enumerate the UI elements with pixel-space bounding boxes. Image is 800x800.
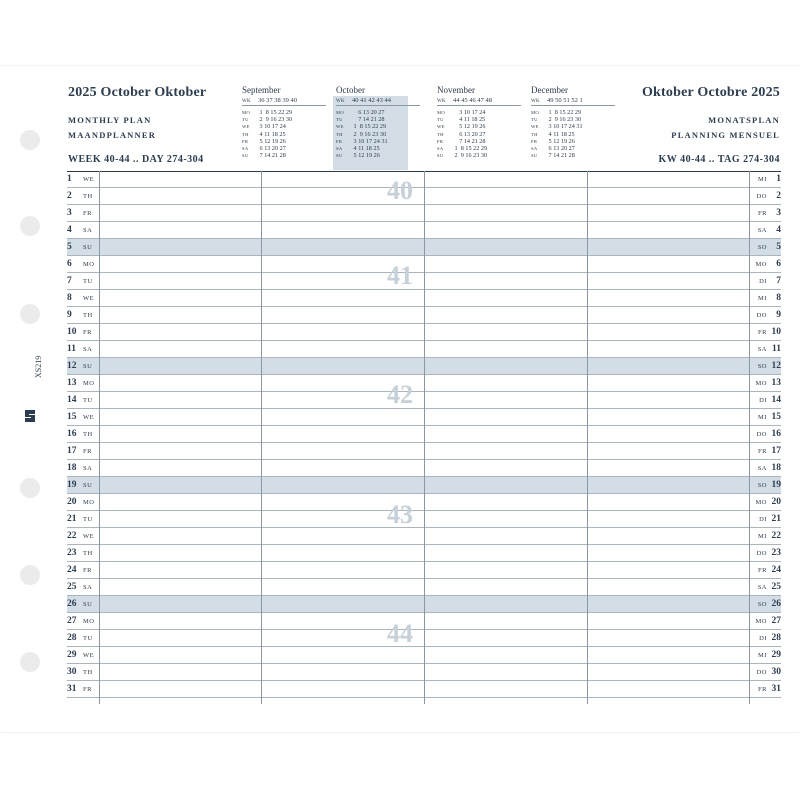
weekday-right: DI xyxy=(759,635,767,642)
week-label: WK xyxy=(531,99,540,104)
weekday-right: FR xyxy=(758,210,767,217)
weekday-abbrev: SA xyxy=(242,145,249,151)
weekday-right: SA xyxy=(757,465,767,472)
mini-calendar-week-header xyxy=(437,96,521,106)
mini-calendar-month-name: September xyxy=(242,85,281,95)
day-number-left: 9 xyxy=(67,310,72,320)
dates: 4 11 18 25 xyxy=(453,116,486,124)
punch-hole xyxy=(20,304,40,324)
weekday-right: MI xyxy=(758,176,767,183)
mini-calendar-row xyxy=(437,145,521,152)
dates: 4 11 18 25 xyxy=(352,144,380,152)
weekday-left: TU xyxy=(83,516,93,523)
day-number-left: 24 xyxy=(67,565,77,575)
weekday-left: FR xyxy=(83,210,92,217)
mini-calendar-row xyxy=(531,116,615,123)
day-number-left: 8 xyxy=(67,293,72,303)
day-number-right: 14 xyxy=(771,395,781,405)
weekday-abbrev: MO xyxy=(336,110,345,115)
mini-calendar-row xyxy=(336,131,420,138)
weekday-left: FR xyxy=(83,567,92,574)
weekday-left: MO xyxy=(83,499,95,506)
weekday-right: SA xyxy=(757,227,767,234)
weekday-left: TH xyxy=(83,550,93,557)
weekday-right: DO xyxy=(756,193,767,200)
weekday-left: SA xyxy=(83,584,93,591)
dates: 2 9 16 23 30 xyxy=(258,116,293,124)
day-number-right: 29 xyxy=(771,650,781,660)
weekday-abbrev: FR xyxy=(531,138,538,144)
dates: 5 12 19 26 xyxy=(352,152,380,160)
column-divider xyxy=(749,171,750,704)
day-number-right: 1 xyxy=(776,174,781,184)
day-number-left: 17 xyxy=(67,446,77,456)
dates: 3 10 17 24 31 xyxy=(352,137,388,145)
mini-calendar-row xyxy=(531,138,615,145)
weekday-right: DO xyxy=(756,669,767,676)
day-number-left: 7 xyxy=(67,276,72,286)
mini-calendar-month-name: October xyxy=(336,85,365,95)
mini-calendar-row xyxy=(437,131,521,138)
day-number-right: 9 xyxy=(776,310,781,320)
week-label: WK xyxy=(336,99,345,104)
mini-calendar-row xyxy=(437,116,521,123)
brand-logo-icon xyxy=(22,408,38,424)
dates: 7 14 21 28 xyxy=(352,116,385,124)
weekday-right: MO xyxy=(755,499,767,506)
weekday-abbrev: SU xyxy=(531,153,538,159)
punch-hole xyxy=(20,478,40,498)
weekday-left: SU xyxy=(83,482,93,489)
day-number-left: 26 xyxy=(67,599,77,609)
weekday-left: SU xyxy=(83,601,93,608)
weekday-left: WE xyxy=(83,295,95,302)
weekday-left: TH xyxy=(83,431,93,438)
subtitle-planning-mensuel: PLANNING MENSUEL xyxy=(671,130,780,140)
weekday-right: FR xyxy=(758,329,767,336)
day-number-right: 21 xyxy=(771,514,781,524)
day-number-right: 30 xyxy=(771,667,781,677)
mini-calendar-row xyxy=(336,123,420,130)
weekday-left: MO xyxy=(83,618,95,625)
weekday-right: MI xyxy=(758,652,767,659)
weekday-left: SA xyxy=(83,227,93,234)
weekday-abbrev: WE xyxy=(336,124,344,130)
weekday-left: WE xyxy=(83,176,95,183)
mini-calendar-row xyxy=(336,145,420,152)
day-number-left: 16 xyxy=(67,429,77,439)
weekday-right: SO xyxy=(757,601,767,608)
mini-calendar-row xyxy=(242,152,326,159)
mini-calendar-september xyxy=(242,84,326,159)
weekday-abbrev: TU xyxy=(336,117,343,123)
day-number-right: 5 xyxy=(776,242,781,252)
weekday-left: WE xyxy=(83,652,95,659)
day-number-left: 4 xyxy=(67,225,72,235)
weekday-abbrev: TH xyxy=(242,131,249,137)
mini-calendar-row xyxy=(531,123,615,130)
day-number-left: 29 xyxy=(67,650,77,660)
day-number-right: 26 xyxy=(771,599,781,609)
title-right: Oktober Octobre 2025 xyxy=(641,85,780,100)
dates: 1 8 15 22 29 xyxy=(352,123,387,131)
punch-hole xyxy=(20,565,40,585)
weekday-right: MI xyxy=(758,533,767,540)
day-number-left: 19 xyxy=(67,480,77,490)
weekday-left: TU xyxy=(83,635,93,642)
mini-calendar-row xyxy=(242,109,326,116)
mini-calendar-row xyxy=(336,152,420,159)
dates: 1 8 15 22 29 xyxy=(453,144,488,152)
mini-calendar-row xyxy=(242,131,326,138)
dates: 7 14 21 28 xyxy=(453,137,486,145)
weekday-left: FR xyxy=(83,329,92,336)
day-number-right: 24 xyxy=(771,565,781,575)
day-number-right: 12 xyxy=(771,361,781,371)
day-number-right: 18 xyxy=(771,463,781,473)
mini-calendar-row xyxy=(531,131,615,138)
mini-calendar-row xyxy=(336,116,420,123)
weekday-left: SU xyxy=(83,244,93,251)
weekday-right: DO xyxy=(756,431,767,438)
weekday-abbrev: TH xyxy=(336,131,343,137)
day-number-right: 7 xyxy=(776,276,781,286)
day-number-right: 25 xyxy=(771,582,781,592)
weekday-abbrev: FR xyxy=(336,138,343,144)
dates: 4 11 18 25 xyxy=(258,130,286,138)
weekday-abbrev: TH xyxy=(437,131,444,137)
week-numbers: 49 50 51 52 1 xyxy=(547,97,583,104)
week-number-watermark: 42 xyxy=(387,380,413,409)
week-number-watermark: 40 xyxy=(387,176,413,205)
weekday-right: SA xyxy=(757,584,767,591)
weekday-right: SO xyxy=(757,244,767,251)
column-divider xyxy=(261,171,262,704)
weekday-abbrev: MO xyxy=(242,110,251,115)
subtitle-maandplanner: MAANDPLANNER xyxy=(68,130,157,140)
mini-calendar-row xyxy=(336,138,420,145)
column-divider xyxy=(99,171,100,704)
mini-calendar-row xyxy=(437,152,521,159)
weekday-abbrev: MO xyxy=(531,110,540,115)
weekday-left: MO xyxy=(83,261,95,268)
dates: 2 9 16 23 30 xyxy=(453,152,488,160)
weekday-abbrev: FR xyxy=(242,138,249,144)
day-number-left: 22 xyxy=(67,531,77,541)
week-day-range-left: WEEK 40-44 .. DAY 274-304 xyxy=(68,154,204,165)
mini-calendar-row xyxy=(437,138,521,145)
week-number-watermark: 41 xyxy=(387,261,413,290)
weekday-right: SO xyxy=(757,482,767,489)
mini-calendar-row xyxy=(242,138,326,145)
weekday-abbrev: SA xyxy=(437,145,444,151)
weekday-abbrev: SA xyxy=(531,145,538,151)
day-number-left: 6 xyxy=(67,259,72,269)
day-number-left: 11 xyxy=(67,344,76,354)
day-number-right: 31 xyxy=(771,684,781,694)
day-number-left: 1 xyxy=(67,174,72,184)
day-number-left: 20 xyxy=(67,497,77,507)
dates: 3 10 17 24 xyxy=(453,109,486,116)
weekday-left: SA xyxy=(83,346,93,353)
day-number-left: 12 xyxy=(67,361,77,371)
weekday-right: MO xyxy=(755,380,767,387)
weekday-abbrev: TH xyxy=(531,131,538,137)
dates: 4 11 18 25 xyxy=(547,130,575,138)
weekday-right: FR xyxy=(758,448,767,455)
weekday-left: TU xyxy=(83,397,93,404)
day-number-right: 15 xyxy=(771,412,781,422)
day-number-right: 28 xyxy=(771,633,781,643)
weekday-abbrev: MO xyxy=(437,110,446,115)
weekday-right: DO xyxy=(756,550,767,557)
product-code: XS219 xyxy=(34,355,43,378)
weekday-right: DI xyxy=(759,516,767,523)
day-number-right: 27 xyxy=(771,616,781,626)
dates: 6 13 20 27 xyxy=(258,144,286,152)
dates: 1 8 15 22 29 xyxy=(547,109,582,116)
mini-calendar-row xyxy=(437,123,521,130)
dates: 2 9 16 23 30 xyxy=(352,130,387,138)
mini-calendar-month-name: December xyxy=(531,85,568,95)
week-number-watermark: 44 xyxy=(387,619,413,648)
mini-calendar-row xyxy=(242,145,326,152)
mini-calendar-row xyxy=(336,109,420,116)
day-number-left: 31 xyxy=(67,684,77,694)
mini-calendar-row xyxy=(242,116,326,123)
weekday-left: SA xyxy=(83,465,93,472)
dates: 5 12 19 26 xyxy=(453,123,486,131)
dates: 6 13 20 27 xyxy=(547,144,575,152)
day-number-left: 14 xyxy=(67,395,77,405)
day-number-left: 30 xyxy=(67,667,77,677)
day-number-right: 10 xyxy=(771,327,781,337)
weekday-abbrev: SA xyxy=(336,145,343,151)
dates: 7 14 21 28 xyxy=(258,152,286,160)
weekday-abbrev: SU xyxy=(437,153,444,159)
day-number-right: 3 xyxy=(776,208,781,218)
mini-calendar-row xyxy=(242,123,326,130)
weekday-abbrev: TU xyxy=(437,117,444,123)
day-number-right: 23 xyxy=(771,548,781,558)
weekday-abbrev: FR xyxy=(437,138,444,144)
weekday-abbrev: TU xyxy=(531,117,538,123)
subtitle-monthly-plan: MONTHLY PLAN xyxy=(68,115,152,125)
mini-calendar-october xyxy=(336,84,420,159)
day-number-right: 6 xyxy=(776,259,781,269)
day-number-right: 4 xyxy=(776,225,781,235)
day-number-left: 3 xyxy=(67,208,72,218)
week-numbers: 40 41 42 43 44 xyxy=(352,97,391,104)
mini-calendar-row xyxy=(531,152,615,159)
day-number-right: 13 xyxy=(771,378,781,388)
day-number-right: 2 xyxy=(776,191,781,201)
day-number-right: 17 xyxy=(771,446,781,456)
dates: 6 13 20 27 xyxy=(352,109,385,116)
mini-calendar-row xyxy=(531,109,615,116)
column-divider xyxy=(587,171,588,704)
weekday-abbrev: TU xyxy=(242,117,249,123)
dates: 6 13 20 27 xyxy=(453,130,486,138)
weekday-left: WE xyxy=(83,533,95,540)
day-number-left: 18 xyxy=(67,463,77,473)
day-number-left: 25 xyxy=(67,582,77,592)
subtitle-monatsplan: MONATSPLAN xyxy=(708,115,780,125)
dates: 2 9 16 23 30 xyxy=(547,116,582,124)
week-label: WK xyxy=(242,99,251,104)
mini-calendar-month-name: November xyxy=(437,85,475,95)
day-number-left: 28 xyxy=(67,633,77,643)
weekday-left: TH xyxy=(83,669,93,676)
week-numbers: 36 37 38 39 40 xyxy=(258,97,297,104)
week-label: WK xyxy=(437,99,446,104)
weekday-left: WE xyxy=(83,414,95,421)
day-number-right: 16 xyxy=(771,429,781,439)
dates: 3 10 17 24 31 xyxy=(547,123,583,131)
weekday-left: TU xyxy=(83,278,93,285)
dates: 7 14 21 28 xyxy=(547,152,575,160)
day-number-right: 22 xyxy=(771,531,781,541)
title-left: 2025 October Oktober xyxy=(68,85,207,100)
day-number-left: 27 xyxy=(67,616,77,626)
weekday-left: TH xyxy=(83,193,93,200)
week-number-watermark: 43 xyxy=(387,500,413,529)
dates: 3 10 17 24 xyxy=(258,123,286,131)
day-number-right: 8 xyxy=(776,293,781,303)
mini-calendar-november xyxy=(437,84,521,159)
punch-hole xyxy=(20,652,40,672)
day-number-left: 10 xyxy=(67,327,77,337)
mini-calendar-week-header xyxy=(242,96,326,106)
day-number-left: 2 xyxy=(67,191,72,201)
weekday-abbrev: WE xyxy=(242,124,250,130)
weekday-right: MO xyxy=(755,261,767,268)
day-number-right: 20 xyxy=(771,497,781,507)
weekday-right: FR xyxy=(758,686,767,693)
dates: 5 12 19 26 xyxy=(547,137,575,145)
weekday-left: SU xyxy=(83,363,93,370)
dates: 1 8 15 22 29 xyxy=(258,109,293,116)
day-number-left: 15 xyxy=(67,412,77,422)
weekday-right: SO xyxy=(757,363,767,370)
mini-calendar-week-header xyxy=(531,96,615,106)
week-day-range-right: KW 40-44 .. TAG 274-304 xyxy=(658,154,780,165)
weekday-left: FR xyxy=(83,686,92,693)
weekday-abbrev: WE xyxy=(437,124,445,130)
mini-calendar-row xyxy=(437,109,521,116)
punch-hole xyxy=(20,130,40,150)
weekday-left: FR xyxy=(83,448,92,455)
punch-hole xyxy=(20,216,40,236)
mini-calendar-row xyxy=(531,145,615,152)
day-number-right: 11 xyxy=(772,344,781,354)
weekday-right: DI xyxy=(759,278,767,285)
day-number-left: 5 xyxy=(67,242,72,252)
day-number-left: 13 xyxy=(67,378,77,388)
weekday-abbrev: SU xyxy=(336,153,343,159)
weekday-left: MO xyxy=(83,380,95,387)
weekday-right: MI xyxy=(758,295,767,302)
day-number-left: 21 xyxy=(67,514,77,524)
weekday-abbrev: WE xyxy=(531,124,539,130)
weekday-right: MI xyxy=(758,414,767,421)
weekday-right: MO xyxy=(755,618,767,625)
weekday-right: DO xyxy=(756,312,767,319)
mini-calendar-december xyxy=(531,84,615,159)
weekday-right: SA xyxy=(757,346,767,353)
weekday-left: TH xyxy=(83,312,93,319)
dates: 5 12 19 26 xyxy=(258,137,286,145)
weekday-right: FR xyxy=(758,567,767,574)
weekday-abbrev: SU xyxy=(242,153,249,159)
mini-calendar-week-header xyxy=(336,96,420,106)
day-number-right: 19 xyxy=(771,480,781,490)
weekday-right: DI xyxy=(759,397,767,404)
week-numbers: 44 45 46 47 48 xyxy=(453,97,492,104)
day-number-left: 23 xyxy=(67,548,77,558)
